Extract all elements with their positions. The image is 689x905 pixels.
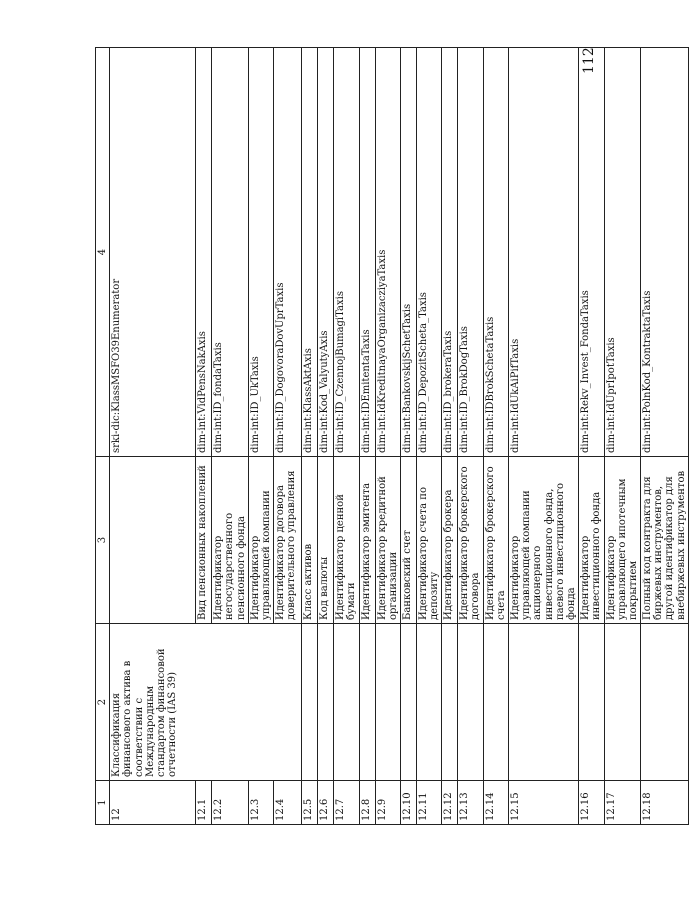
cell-code: dim-int:ID_brokeraTaxis (442, 48, 458, 457)
cell-code: dim-int:ID_UkTaxis (248, 48, 273, 457)
cell-name: Идентификатор ценной бумаги (334, 457, 359, 624)
cell-name (110, 457, 196, 624)
cell-classification (442, 624, 458, 781)
cell-num: 12.12 (442, 781, 458, 825)
table-row (302, 48, 318, 825)
cell-classification (416, 624, 441, 781)
cell-code: dim-int:IDEmitentaTaxis (359, 48, 375, 457)
cell-name: Банковский счет (400, 457, 416, 624)
cell-num: 12.10 (400, 781, 416, 825)
table-row (375, 48, 400, 825)
cell-name: Код валюты (318, 457, 334, 624)
cell-name: Идентификатор кредитной организации (375, 457, 400, 624)
cell-name: Идентификатор эмитента (359, 457, 375, 624)
cell-name: Идентификатор управляющей компании (248, 457, 273, 624)
cell-name: Класс активов (302, 457, 318, 624)
table-row (458, 48, 483, 825)
cell-code: dim-int:ID_CzennojBumagiTaxis (334, 48, 359, 457)
cell-classification (302, 624, 318, 781)
cell-classification (579, 624, 604, 781)
table-row (579, 48, 604, 825)
table-row (334, 48, 359, 825)
cell-num: 12.14 (483, 781, 508, 825)
cell-classification (318, 624, 334, 781)
table-body (96, 48, 689, 825)
cell-classification (359, 624, 375, 781)
cell-classification (509, 624, 579, 781)
cell-code: dim-int:ID_BrokDogTaxis (458, 48, 483, 457)
cell-num: 12.6 (318, 781, 334, 825)
cell-name: Идентификатор брокерского счета (483, 457, 508, 624)
cell-num: 12.4 (274, 781, 302, 825)
cell-code: dim-int:ID_DepozitScheta_Taxis (416, 48, 441, 457)
cell-num: 12.11 (416, 781, 441, 825)
cell-name: Идентификатор договора доверительного управления (274, 457, 302, 624)
data-table (95, 47, 689, 825)
cell-classification: Классификация финансового актива в соответствии с Международным стандартом финансовой отчетности (IAS 39) (110, 624, 302, 781)
cell-classification (400, 624, 416, 781)
cell-code: dim-int:IdUprIpotTaxis (604, 48, 641, 457)
cell-name: Идентификатор инвестиционного фонда (579, 457, 604, 624)
table-row (110, 48, 196, 825)
cell-code: dim-int:ID_DogovoraDovUprTaxis (274, 48, 302, 457)
cell-code: dim-int:KlassAktAxis (302, 48, 318, 457)
cell-code: dim-int:Rekv_Invest_FondaTaxis (579, 48, 604, 457)
table-row (416, 48, 441, 825)
header-col-2: 2 (96, 624, 110, 781)
header-col-4: 4 (96, 48, 110, 457)
cell-num: 12 (110, 781, 196, 825)
cell-code: dim-int:VidPensNakAxis (196, 48, 212, 457)
cell-code: dim-int:BankovskijSchetTaxis (400, 48, 416, 457)
table-row (483, 48, 508, 825)
cell-classification (483, 624, 508, 781)
cell-num: 12.5 (302, 781, 318, 825)
cell-code: dim-int:ID_fondaTaxis (212, 48, 249, 457)
table-row (359, 48, 375, 825)
cell-name: Идентификатор брокерского договора (458, 457, 483, 624)
cell-name: Идентификатор управляющей компании акционерного инвестиционного фонда, паевого инвестиционного фонда (509, 457, 579, 624)
table-row (509, 48, 579, 825)
cell-code: srki-dic:KlassMSFO39Enumerator (110, 48, 196, 457)
table-row (604, 48, 641, 825)
table-row (442, 48, 458, 825)
cell-num: 12.7 (334, 781, 359, 825)
table-row (400, 48, 416, 825)
cell-name: Полный код контракта для биржевых инструментов, другой идентификатор для внебиржевых инструментов (641, 457, 689, 624)
cell-num: 12.15 (509, 781, 579, 825)
header-col-1: 1 (96, 781, 110, 825)
cell-num: 12.17 (604, 781, 641, 825)
cell-name: Идентификатор брокера (442, 457, 458, 624)
cell-name: Идентификатор управляющего ипотечным покрытием (604, 457, 641, 624)
cell-name: Идентификатор счета по депозиту (416, 457, 441, 624)
cell-classification (334, 624, 359, 781)
cell-classification (641, 624, 689, 781)
cell-num: 12.1 (196, 781, 212, 825)
header-row (96, 48, 110, 825)
cell-num: 12.9 (375, 781, 400, 825)
cell-num: 12.13 (458, 781, 483, 825)
cell-classification (458, 624, 483, 781)
cell-classification (375, 624, 400, 781)
cell-classification (604, 624, 641, 781)
cell-num: 12.16 (579, 781, 604, 825)
table-row (641, 48, 689, 825)
cell-code: dim-int:IdUkAiPifTaxis (509, 48, 579, 457)
cell-num: 12.3 (248, 781, 273, 825)
cell-code: dim-int:IdKreditnayaOrganizacziyaTaxis (375, 48, 400, 457)
cell-num: 12.18 (641, 781, 689, 825)
cell-code: dim-int:IDBrokSchetaTaxis (483, 48, 508, 457)
cell-num: 12.2 (212, 781, 249, 825)
cell-name: Вид пенсионных накоплений (196, 457, 212, 624)
cell-num: 12.8 (359, 781, 375, 825)
header-col-3: 3 (96, 457, 110, 624)
cell-name: Идентификатор негосударственного пенсионного фонда (212, 457, 249, 624)
table-row (318, 48, 334, 825)
cell-code: dim-int:PolnKod_KontraktaTaxis (641, 48, 689, 457)
page-number: 112 (581, 47, 597, 74)
cell-code: dim-int:Kod_ValyutyAxis (318, 48, 334, 457)
